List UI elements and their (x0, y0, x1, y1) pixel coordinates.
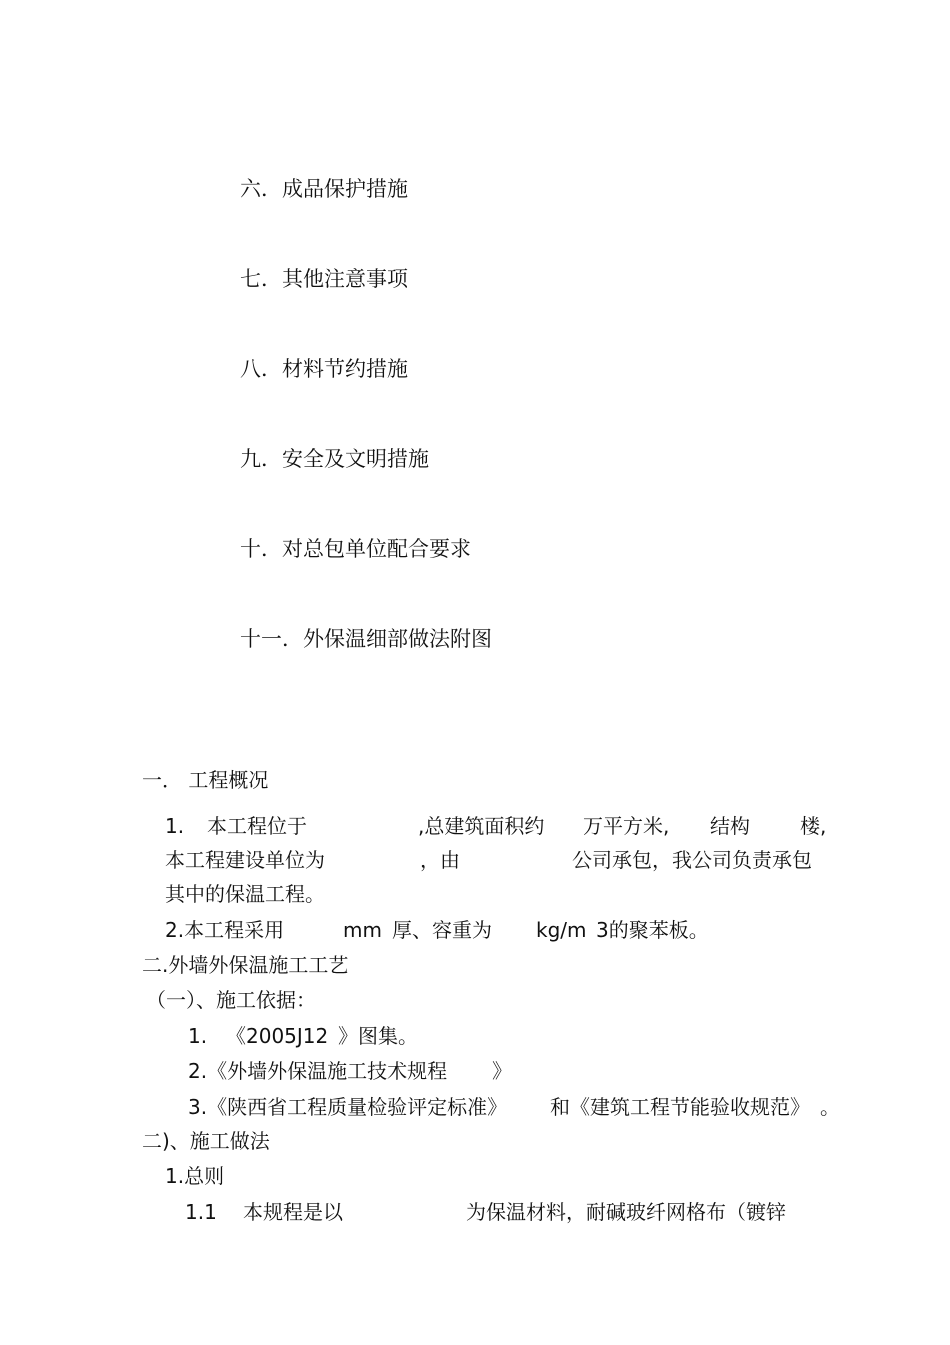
text-fragment: 和《建筑工程节能验收规范》 (550, 1095, 810, 1119)
toc-item-11: 十一．外保温细部做法附图 (240, 627, 492, 651)
text-fragment: 3的聚苯板。 (596, 918, 709, 942)
list-item-number: 1.1 (185, 1200, 217, 1224)
text-fragment: ，由 (420, 848, 460, 872)
text-fragment: ,总建筑面积约 (418, 814, 545, 838)
text-fragment: 万平方米, (583, 814, 670, 838)
toc-item-7: 七．其他注意事项 (240, 267, 408, 291)
toc-item-6: 六．成品保护措施 (240, 177, 408, 201)
text-fragment: 楼, (800, 814, 827, 838)
text-fragment: 公司承包，我公司负责承包 (572, 848, 812, 872)
text-fragment: 本规程是以 (243, 1200, 343, 1224)
section-heading-process: 二.外墙外保温施工工艺 (142, 953, 349, 977)
text-fragment: 3.《陕西省工程质量检验评定标准》 (188, 1095, 508, 1119)
text-fragment: 2.本工程采用 (165, 918, 285, 942)
paragraph-number: 1. (165, 814, 185, 838)
subsection-heading-general: 1.总则 (165, 1164, 225, 1188)
toc-item-9: 九．安全及文明措施 (240, 447, 429, 471)
toc-item-10: 十．对总包单位配合要求 (240, 537, 471, 561)
text-fragment: 》图集。 (338, 1024, 418, 1048)
text-fragment: 《2005J12 (226, 1024, 329, 1048)
text-fragment: 厚、容重为 (392, 918, 492, 942)
text-fragment: 2.《外墙外保温施工技术规程 (188, 1059, 448, 1083)
text-fragment: 本工程建设单位为 (165, 848, 325, 872)
text-fragment: 。 (820, 1095, 840, 1119)
text-fragment: 为保温材料，耐碱玻纤网格布（镀锌 (466, 1200, 786, 1224)
subsection-heading-basis: （一）、施工依据： (146, 988, 316, 1012)
toc-item-8: 八．材料节约措施 (240, 357, 408, 381)
text-fragment: kg/m (536, 918, 587, 942)
section-heading-overview: 一． 工程概况 (142, 768, 269, 792)
text-fragment: 》 (492, 1059, 512, 1083)
text-fragment: 结构 (710, 814, 750, 838)
text-fragment: 本工程位于 (207, 814, 307, 838)
list-item-number: 1. (188, 1024, 208, 1048)
subsection-heading-method: 二)、施工做法 (142, 1129, 270, 1153)
text-fragment: mm (343, 918, 382, 942)
text-fragment: 其中的保温工程。 (165, 882, 325, 906)
